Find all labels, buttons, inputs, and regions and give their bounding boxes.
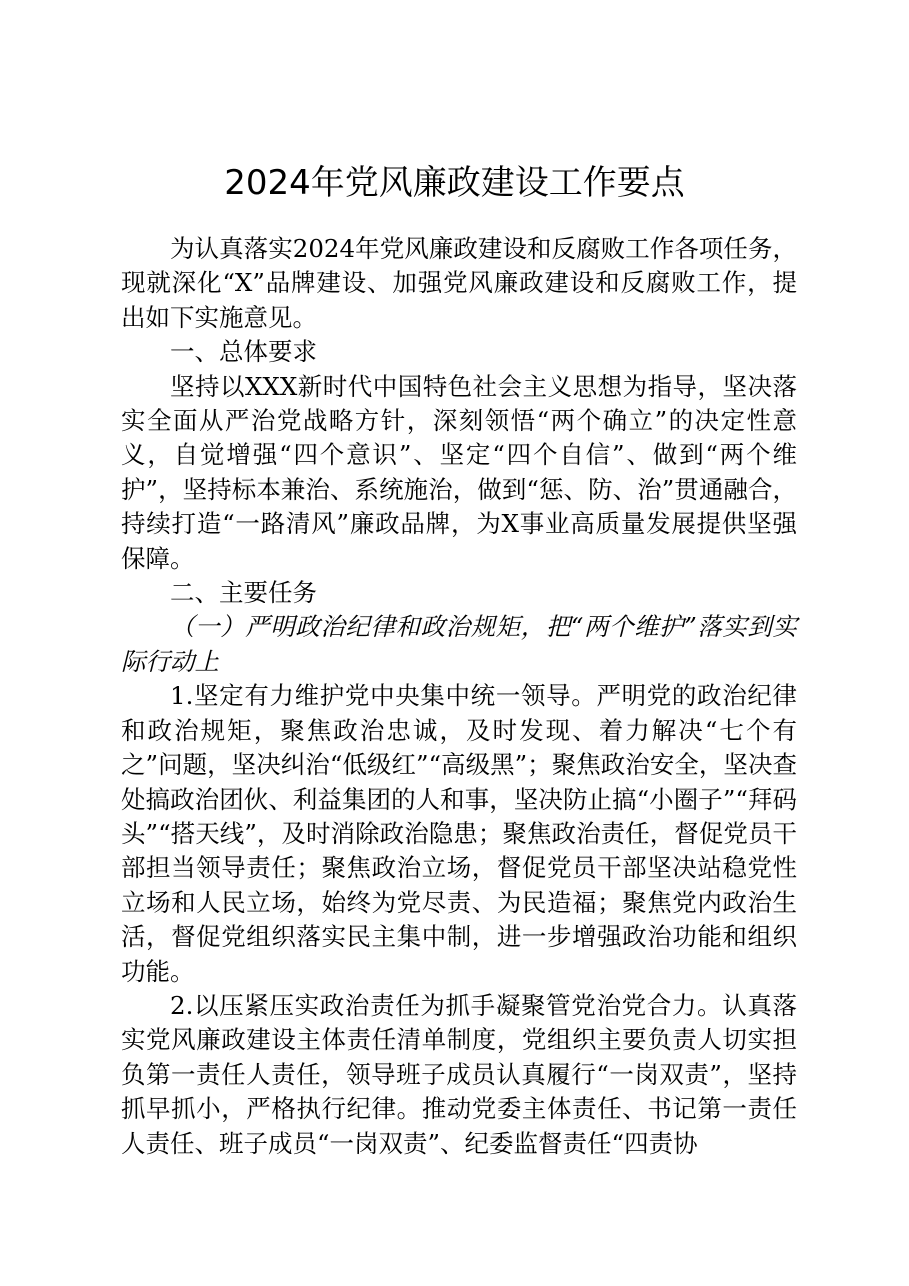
- task-item-1-paragraph: 1.坚定有力维护党中央集中统一领导。严明党的政治纪律和政治规矩，聚焦政治忠诚，及时发现、着力解决“七个有之”问题，坚决纠治“低级红”“高级黑”；聚焦政治安全，坚决查处搞政治团伙、利益集团的人和事，坚决防止搞“小圈子”“拜码头”“搭天线”，及时消除政治隐患；聚焦政治责任，督促党员干部担当领导责任；聚焦政治立场，督促党员干部坚决站稳党性立场和人民立场，始终为党尽责、为民造福；聚焦党内政治生活，督促党组织落实民主集中制，进一步增强政治功能和组织功能。: [121, 681, 797, 986]
- section-heading-general-requirements: 一、总体要求: [170, 337, 317, 367]
- task-item-2-paragraph: 2.以压紧压实政治责任为抓手凝聚管党治党合力。认真落实党风廉政建设主体责任清单制度，党组织主要负责人切实担负第一责任人责任，领导班子成员认真履行“一岗双责”，坚持抓早抓小，严格执行纪律。推动党委主体责任、书记第一责任人责任、班子成员“一岗双责”、纪委监督责任“四责协: [121, 990, 797, 1158]
- document-title: 2024年党风廉政建设工作要点: [224, 163, 685, 203]
- general-requirements-paragraph: 坚持以XXX新时代中国特色社会主义思想为指导，坚决落实全面从严治党战略方针，深刻领悟“两个确立”的决定性意义，自觉增强“四个意识”、坚定“四个自信”、做到“两个维护”，坚持标本兼治、系统施治，做到“惩、防、治”贯通融合，持续打造“一路清风”廉政品牌，为X事业高质量发展提供坚强保障。: [121, 371, 797, 573]
- intro-paragraph: 为认真落实2024年党风廉政建设和反腐败工作各项任务，现就深化“X”品牌建设、加强党风廉政建设和反腐败工作，提出如下实施意见。: [121, 234, 797, 332]
- section-heading-main-tasks: 二、主要任务: [170, 578, 317, 608]
- document-body: [121, 232, 797, 1161]
- subsection-heading-political-discipline: （一）严明政治纪律和政治规矩，把“两个维护”落实到实际行动上: [121, 612, 797, 676]
